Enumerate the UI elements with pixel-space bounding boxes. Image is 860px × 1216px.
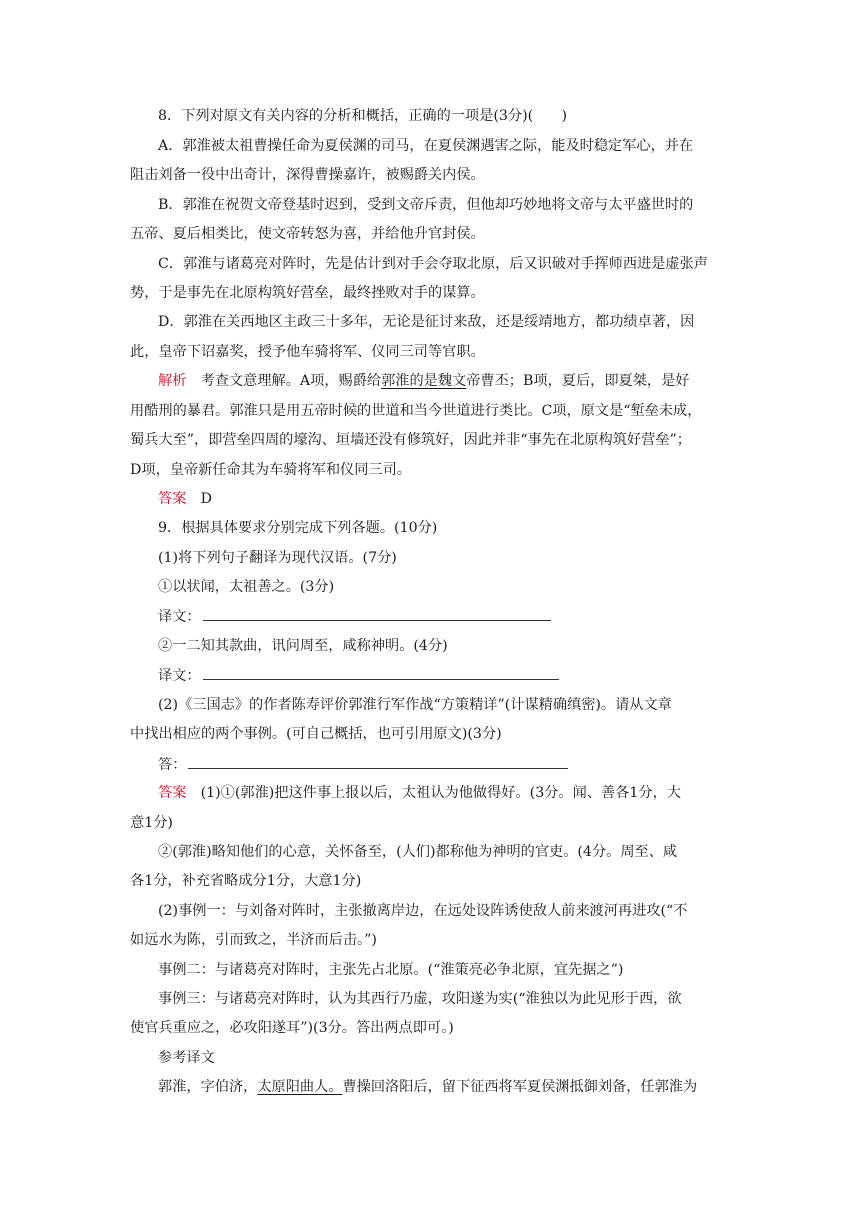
option-c-line-1: C．郭淮与诸葛亮对阵时，先是估计到对手会夺取北原，后又识破对手挥师西进是虚张声 [158, 256, 708, 272]
option-c-line-2: 势，于是事先在北原构筑好营垒，最终挫败对手的谋算。 [130, 285, 485, 301]
answer-9-line-8: 事例三：与诸葛亮对阵时，认为其西行乃虚，攻阳遂为实(“淮独以为此见形于西，欲 [158, 991, 682, 1007]
translation-2-label: 译文： [158, 668, 201, 684]
answer-9-line-6: 如远水为陈，引而致之，半济而后击。”) [130, 932, 377, 948]
option-a-line-1: A．郭淮被太祖曹操任命为夏侯渊的司马，在夏侯渊遇害之际，能及时稳定军心，并在 [158, 138, 694, 154]
translation-1-blank[interactable] [203, 606, 551, 621]
sentence-2: ②一二知其款曲，讯问周至，咸称神明。(4分) [158, 638, 448, 654]
answer-9-line-1 [158, 783, 681, 803]
translation-2-blank[interactable] [203, 665, 559, 680]
analysis-text-1b: 帝曹丕；B项，夏后，即夏桀，是好 [466, 373, 690, 389]
translation-1-row [158, 606, 551, 626]
question-9-part-1: (1)将下列句子翻译为现代汉语。(7分) [158, 550, 397, 566]
question-9: 9．根据具体要求分别完成下列各题。(10分) [158, 520, 438, 536]
option-a-line-2: 阻击刘备一役中出奇计，深得曹操嘉许，被赐爵关内侯。 [130, 167, 485, 183]
answer-8 [158, 489, 212, 509]
analysis-text-1a: 考查文意理解。A项，赐爵给 [186, 373, 382, 389]
answer-value: D [186, 491, 212, 507]
option-d-line-1: D．郭淮在关西地区主政三十多年，无论是征讨来敌，还是绥靖地方，都功绩卓著，因 [158, 314, 695, 330]
translation-text-1a: 郭淮，字伯济， [158, 1079, 258, 1095]
translation-2-row [158, 665, 559, 685]
sentence-1: ①以状闻，太祖善之。(3分) [158, 579, 335, 595]
answer-9-label: 答案 [158, 785, 187, 801]
option-b-line-2: 五帝、夏后相类比，使文帝转怒为喜，并给他升官封侯。 [130, 226, 485, 242]
answer-prompt-row [158, 754, 568, 774]
analysis-line-4: D项，皇帝新任命其为车骑将军和仪同三司。 [130, 462, 411, 478]
option-b-line-1: B．郭淮在祝贺文帝登基时迟到，受到文帝斥责，但他却巧妙地将文帝与太平盛世时的 [158, 197, 694, 213]
answer-9-text-1: (1)①(郭淮)把这件事上报以后，太祖认为他做得好。(3分。闻、善各1分，大 [186, 785, 681, 801]
answer-9-line-3: ②(郭淮)略知他们的心意，关怀备至，(人们)都称他为神明的官吏。(4分。周至、咸 [158, 844, 678, 860]
option-d-line-2: 此，皇帝下诏嘉奖，授予他车骑将军、仪同三司等官职。 [130, 344, 485, 360]
answer-9-line-7: 事例二：与诸葛亮对阵时，主张先占北原。(“淮策亮必争北原，宜先据之”) [158, 962, 624, 978]
analysis-label: 解析 [158, 373, 187, 389]
question-9-part-2-line-2: 中找出相应的两个事例。(可自己概括，也可引用原文)(3分) [130, 726, 502, 742]
answer-blank[interactable] [188, 754, 568, 769]
answer-label: 答案 [158, 491, 187, 507]
translation-text-line-1 [158, 1077, 697, 1097]
answer-9-line-5: (2)事例一：与刘备对阵时，主张撤离岸边，在远处设阵诱使敌人前来渡河再进攻(“不 [158, 903, 688, 919]
question-9-part-2-line-1: (2)《三国志》的作者陈寿评价郭淮行军作战“方策精详”(计谋精确缜密)。请从文章 [158, 697, 672, 713]
answer-9-line-9: 使官兵重应之，必攻阳遂耳”)(3分。答出两点即可。) [130, 1020, 454, 1036]
translation-underlined: 太原阳曲人。 [257, 1079, 343, 1095]
answer-prompt-label: 答： [158, 757, 187, 773]
translation-text-1b: 曹操回洛阳后，留下征西将军夏侯渊抵御刘备，任郭淮为 [342, 1079, 698, 1095]
question-8: 8．下列对原文有关内容的分析和概括，正确的一项是(3分)( ) [158, 108, 568, 124]
answer-9-line-2: 意1分) [130, 815, 173, 831]
analysis-line-1 [158, 371, 689, 391]
answer-9-line-4: 各1分，补充省略成分1分，大意1分) [130, 873, 362, 889]
reference-translation-heading: 参考译文 [158, 1050, 215, 1066]
translation-1-label: 译文： [158, 609, 201, 625]
analysis-line-2: 用酷刑的暴君。郭淮只是用五帝时候的世道和当今世道进行类比。C项，原文是“堑垒未成， [130, 403, 702, 419]
analysis-underlined: 郭淮的是魏文 [381, 373, 467, 389]
analysis-line-3: 蜀兵大至”，即营垒四周的壕沟、垣墙还没有修筑好，因此并非“事先在北原构筑好营垒”； [130, 432, 691, 448]
